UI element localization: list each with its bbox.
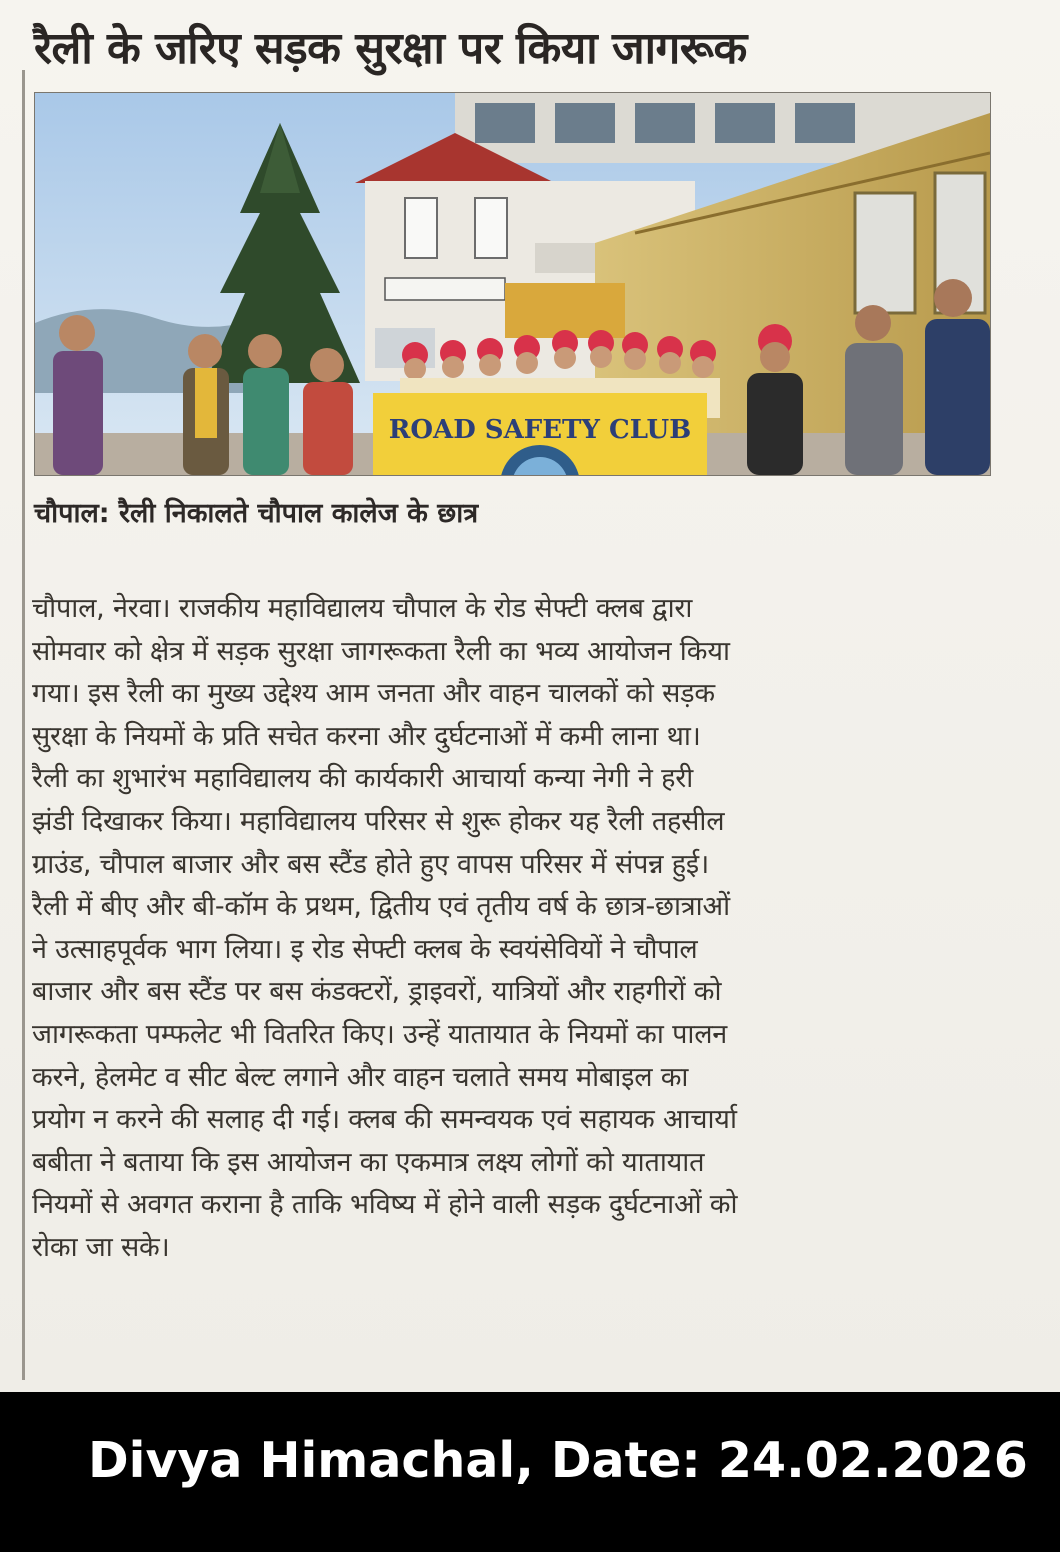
article-body <box>32 588 982 1270</box>
headline: रैली के जरिए सड़क सुरक्षा पर किया जागरूक <box>34 23 747 74</box>
article-line: बबीता ने बताया कि इस आयोजन का एकमात्र लक्ष्य लोगों को यातायात <box>32 1146 705 1178</box>
news-photo <box>34 92 991 476</box>
article-line: जागरूकता पम्फलेट भी वितरित किए। उन्हें यातायात के नियमों का पालन <box>32 1018 728 1050</box>
sign-board <box>385 278 505 300</box>
article-line: नियमों से अवगत कराना है ताकि भविष्य में होने वाली सड़क दुर्घटनाओं को <box>32 1189 738 1221</box>
article-line: चौपाल, नेरवा। राजकीय महाविद्यालय चौपाल के रोड सेफ्टी क्लब द्वारा <box>32 593 693 624</box>
banner-text: ROAD SAFETY CLUB <box>388 415 692 445</box>
article-line: बाजार और बस स्टैंड पर बस कंडक्टरों, ड्राइवरों, यात्रियों और राहगीरों को <box>32 976 722 1008</box>
article-line: झंडी दिखाकर किया। महाविद्यालय परिसर से शुरू होकर यह रैली तहसील <box>32 805 725 837</box>
article-line: प्रयोग न करने की सलाह दी गई। क्लब की समन्वयक एवं सहायक आचार्या <box>32 1104 737 1136</box>
article-line: रैली में बीए और बी-कॉम के प्रथम, द्वितीय एवं तृतीय वर्ष के छात्र-छात्राओं <box>32 891 730 923</box>
photo-caption: चौपाल: रैली निकालते चौपाल कालेज के छात्र <box>34 498 479 529</box>
article-line: रोका जा सके। <box>32 1231 170 1263</box>
article-line: सोमवार को क्षेत्र में सड़क सुरक्षा जागरूकता रैली का भव्य आयोजन किया <box>32 635 730 667</box>
source-credit: Divya Himachal, Date: 24.02.2026 <box>88 1432 1028 1489</box>
article-line: ने उत्साहपूर्वक भाग लिया। इ रोड सेफ्टी क्लब के स्वयंसेवियों ने चौपाल <box>32 933 698 965</box>
truck <box>505 283 625 338</box>
article-line: करने, हेलमेट व सीट बेल्ट लगाने और वाहन चलाते समय मोबाइल का <box>32 1061 689 1093</box>
article-line: गया। इस रैली का मुख्य उद्देश्य आम जनता और वाहन चालकों को सड़क <box>32 678 715 710</box>
column-rule <box>22 70 25 1380</box>
article-line: सुरक्षा के नियमों के प्रति सचेत करना और दुर्घटनाओं में कमी लाना था। <box>32 720 701 752</box>
article-line: ग्राउंड, चौपाल बाजार और बस स्टैंड होते हुए वापस परिसर में संपन्न हुई। <box>32 848 709 880</box>
article-line: रैली का शुभारंभ महाविद्यालय की कार्यकारी आचार्या कन्या नेगी ने हरी <box>32 763 694 795</box>
